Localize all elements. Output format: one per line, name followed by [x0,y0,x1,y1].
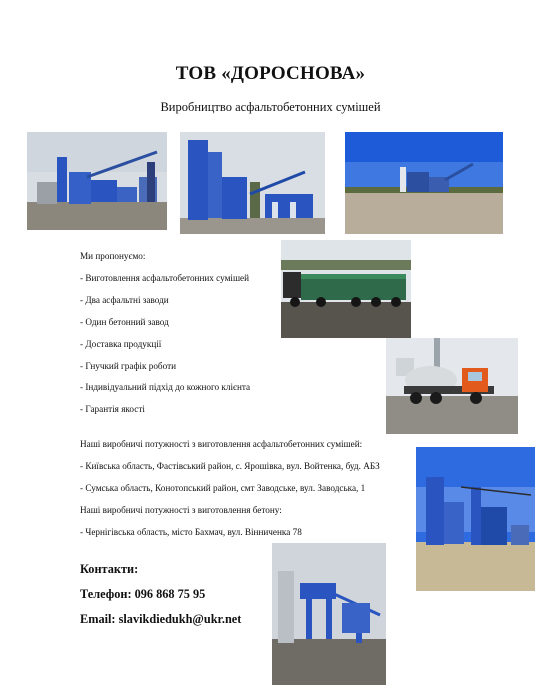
concrete-capacity-heading: Наші виробничі потужності з виготовлення бетону: [80,505,282,515]
dump-trucks-photo [281,240,411,338]
concrete-site: - Чернігівська область, місто Бахмач, вул. Вінниченка 78 [80,527,302,537]
asphalt-plant-photo-1 [27,132,167,230]
offer-heading: Ми пропонуємо: [80,251,146,261]
concrete-mixer-photo [386,338,518,434]
concrete-plant-photo [272,543,386,685]
offer-item: - Доставка продукції [80,339,162,349]
asphalt-plant-photo-3 [345,132,503,234]
asphalt-site: - Київська область, Фастівський район, с. Ярошівка, вул. Войтенка, буд. АБЗ [80,461,380,471]
offer-item: - Гарантія якості [80,404,145,414]
offer-item: - Гнучкий графік роботи [80,361,177,371]
offer-item: - Виготовлення асфальтобетонних сумішей [80,273,250,283]
asphalt-site: - Сумська область, Конотопський район, смт Заводське, вул. Заводська, 1 [80,483,366,493]
company-title: ТОВ «ДОРОСНОВА» [175,63,366,84]
contacts-heading: Контакти: [80,562,139,576]
offer-item: - Індивідуальний підхід до кожного клієнта [80,382,251,392]
company-subtitle: Виробництво асфальтобетонних сумішей [160,100,381,114]
contact-phone: Телефон: 096 868 75 95 [80,587,206,601]
asphalt-plant-photo-2 [180,132,325,234]
asphalt-plant-photo-4 [416,447,535,591]
offer-item: - Два асфальтні заводи [80,295,169,305]
offer-item: - Один бетонний завод [80,317,169,327]
asphalt-capacity-heading: Наші виробничі потужності з виготовлення асфальтобетонних сумішей: [80,439,363,449]
contact-email[interactable]: Email: slavikdiedukh@ukr.net [80,612,242,626]
